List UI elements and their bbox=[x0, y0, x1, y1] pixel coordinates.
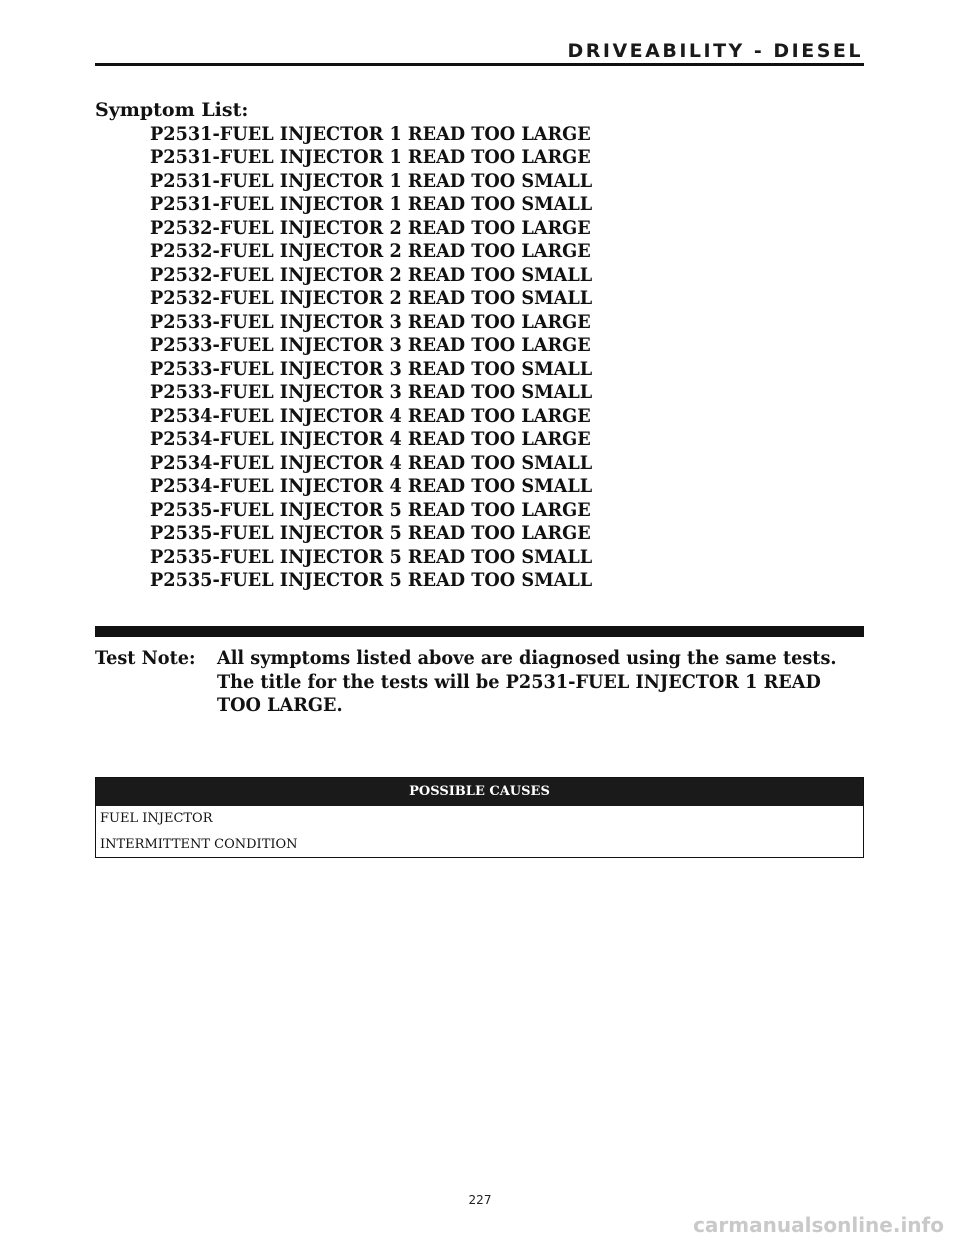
symptom-item: P2535-FUEL INJECTOR 5 READ TOO LARGE bbox=[150, 522, 591, 544]
symptom-item: P2534-FUEL INJECTOR 4 READ TOO LARGE bbox=[150, 428, 591, 450]
possible-causes-header: POSSIBLE CAUSES bbox=[96, 778, 863, 806]
symptom-item: P2534-FUEL INJECTOR 4 READ TOO SMALL bbox=[150, 475, 593, 497]
symptom-list bbox=[150, 123, 626, 593]
watermark: carmanualsonline.info bbox=[693, 1213, 944, 1237]
test-note-line: All symptoms listed above are diagnosed using the same tests. bbox=[217, 647, 837, 669]
symptom-item: P2531-FUEL INJECTOR 1 READ TOO SMALL bbox=[150, 169, 593, 192]
test-note-body bbox=[217, 647, 837, 718]
symptom-item: P2532-FUEL INJECTOR 2 READ TOO LARGE bbox=[150, 240, 591, 262]
symptom-item: P2534-FUEL INJECTOR 4 READ TOO LARGE bbox=[150, 404, 591, 427]
symptom-item: P2533-FUEL INJECTOR 3 READ TOO LARGE bbox=[150, 310, 591, 333]
test-note-label: Test Note: bbox=[95, 647, 196, 669]
test-note-line: TOO LARGE. bbox=[217, 694, 343, 716]
symptom-item: P2533-FUEL INJECTOR 3 READ TOO LARGE bbox=[150, 334, 591, 356]
test-note-line: The title for the tests will be P2531-FUEL INJECTOR 1 READ bbox=[217, 670, 821, 693]
possible-causes-table bbox=[95, 777, 864, 858]
symptom-item: P2532-FUEL INJECTOR 2 READ TOO LARGE bbox=[150, 216, 591, 239]
symptom-item: P2532-FUEL INJECTOR 2 READ TOO SMALL bbox=[150, 263, 593, 286]
possible-cause-row: INTERMITTENT CONDITION bbox=[100, 837, 298, 852]
symptom-item: P2535-FUEL INJECTOR 5 READ TOO LARGE bbox=[150, 498, 591, 521]
symptom-item: P2532-FUEL INJECTOR 2 READ TOO SMALL bbox=[150, 287, 593, 309]
header-rule bbox=[95, 63, 864, 66]
symptom-item: P2531-FUEL INJECTOR 1 READ TOO LARGE bbox=[150, 146, 591, 168]
symptom-item: P2535-FUEL INJECTOR 5 READ TOO SMALL bbox=[150, 545, 593, 568]
section-divider bbox=[95, 626, 864, 637]
symptom-item: P2531-FUEL INJECTOR 1 READ TOO SMALL bbox=[150, 193, 593, 215]
symptom-item: P2533-FUEL INJECTOR 3 READ TOO SMALL bbox=[150, 381, 593, 403]
possible-cause-row: FUEL INJECTOR bbox=[100, 811, 213, 826]
section-title: DRIVEABILITY - DIESEL bbox=[567, 40, 863, 62]
symptom-item: P2531-FUEL INJECTOR 1 READ TOO LARGE bbox=[150, 122, 591, 145]
symptom-list-heading: Symptom List: bbox=[95, 99, 249, 121]
symptom-item: P2535-FUEL INJECTOR 5 READ TOO SMALL bbox=[150, 569, 593, 591]
page-number: 227 bbox=[468, 1193, 492, 1207]
symptom-item: P2533-FUEL INJECTOR 3 READ TOO SMALL bbox=[150, 357, 593, 380]
symptom-item: P2534-FUEL INJECTOR 4 READ TOO SMALL bbox=[150, 451, 593, 474]
